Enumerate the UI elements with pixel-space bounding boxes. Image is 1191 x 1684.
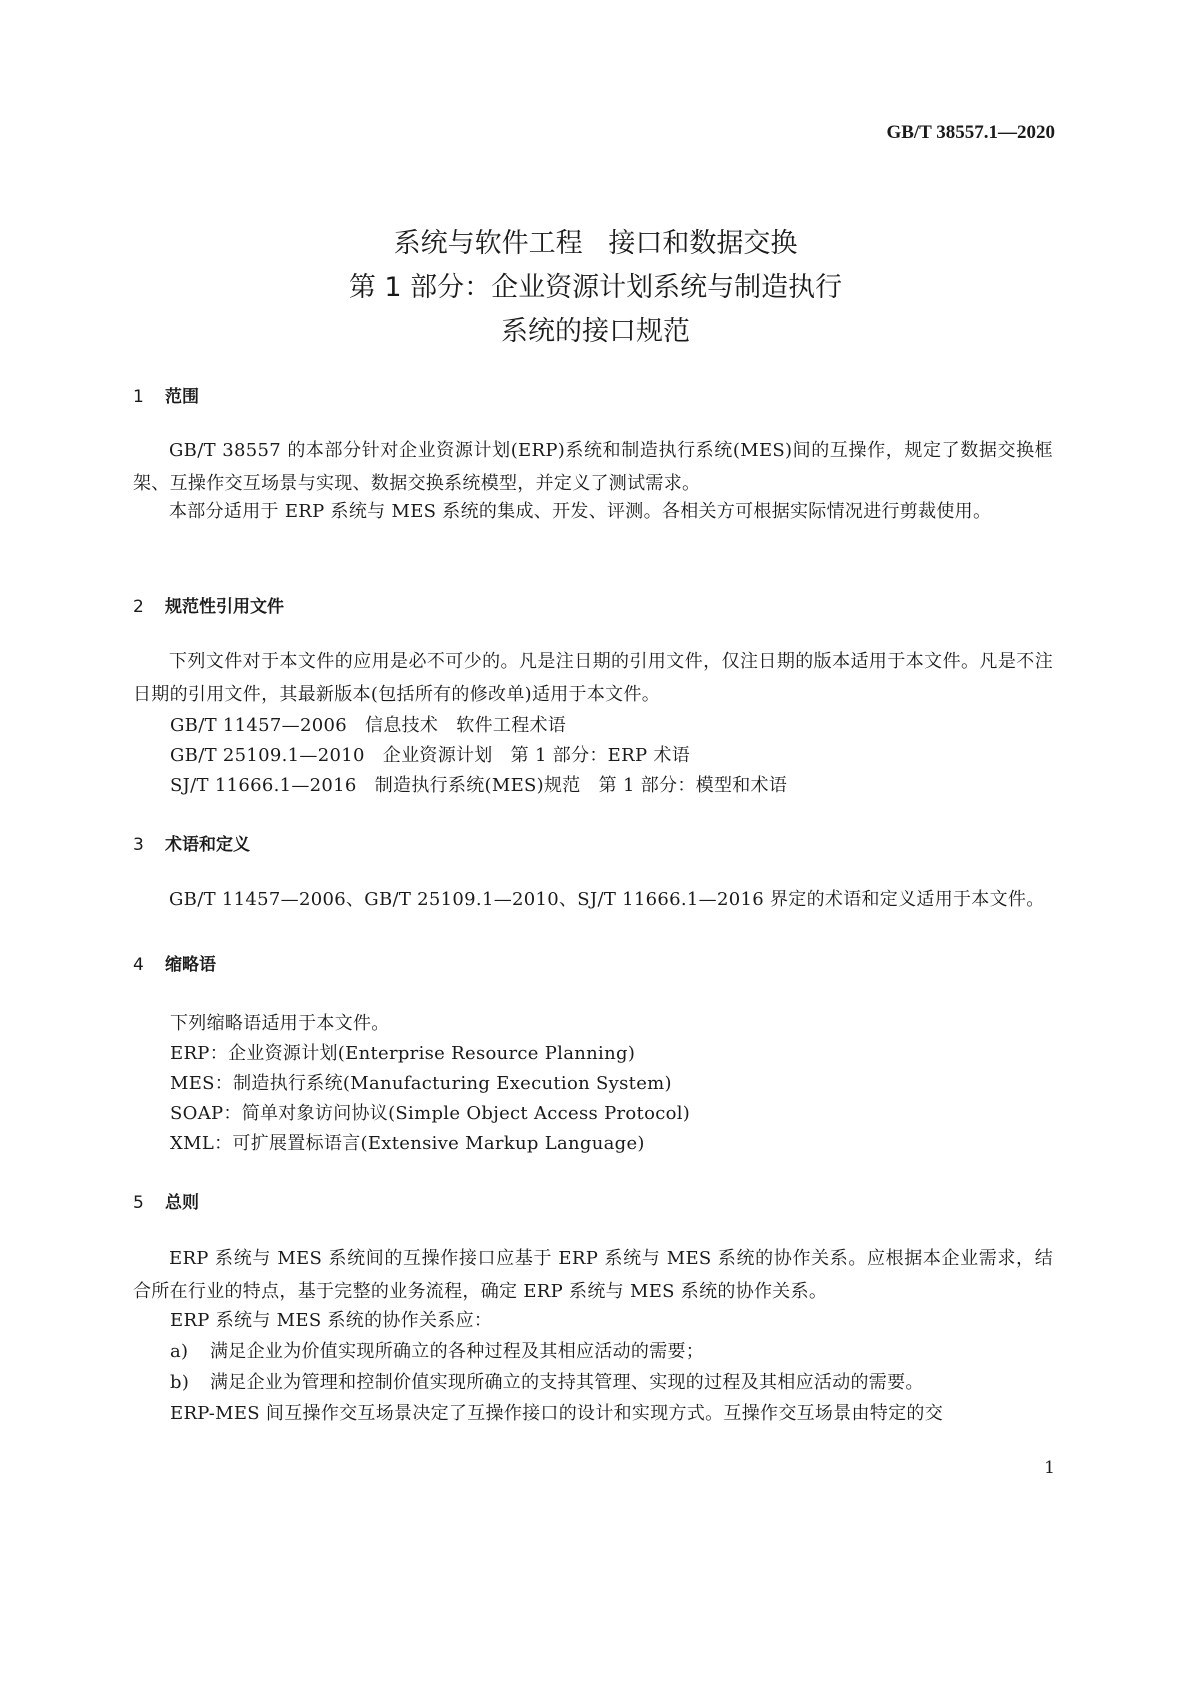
- list-text: 满足企业为管理和控制价值实现所确立的支持其管理、实现的过程及其相应活动的需要。: [210, 1372, 924, 1393]
- abbreviation-entry: ERP：企业资源计划(Enterprise Resource Planning): [170, 1043, 636, 1064]
- section-1-heading: [133, 382, 199, 407]
- section-title: 总则: [165, 1193, 199, 1213]
- section-2-heading: [133, 592, 284, 617]
- section-4-heading: [133, 950, 216, 975]
- section-2-paragraph-1: 下列文件对于本文件的应用是必不可少的。凡是注日期的引用文件，仅注日期的版本适用于本文件。凡是不注日期的引用文件，其最新版本(包括所有的修改单)适用于本文件。: [133, 651, 1053, 705]
- title-line-3: 系统的接口规范: [501, 316, 690, 347]
- section-5-heading: [133, 1188, 199, 1213]
- list-item: [170, 1368, 924, 1394]
- section-number: 1: [133, 387, 144, 407]
- normative-reference: GB/T 11457—2006 信息技术 软件工程术语: [170, 715, 567, 736]
- document-title: [0, 222, 1191, 354]
- section-title: 术语和定义: [165, 835, 250, 855]
- section-1-paragraph-1: GB/T 38557 的本部分针对企业资源计划(ERP)系统和制造执行系统(MES)间的互操作，规定了数据交换框架、互操作交互场景与实现、数据交换系统模型，并定义了测试需求。: [133, 440, 1053, 494]
- list-marker: b): [170, 1372, 190, 1393]
- section-number: 5: [133, 1193, 144, 1213]
- section-title: 缩略语: [165, 955, 216, 975]
- section-title: 规范性引用文件: [165, 597, 284, 617]
- section-1-paragraph-2: 本部分适用于 ERP 系统与 MES 系统的集成、开发、评测。各相关方可根据实际情况进行剪裁使用。: [169, 501, 992, 522]
- section-5-paragraph-2: ERP 系统与 MES 系统的协作关系应：: [170, 1310, 493, 1331]
- section-3-paragraph-1: GB/T 11457—2006、GB/T 25109.1—2010、SJ/T 11666.1—2016 界定的术语和定义适用于本文件。: [169, 889, 1045, 910]
- abbreviation-entry: MES：制造执行系统(Manufacturing Execution System): [170, 1073, 672, 1094]
- section-number: 4: [133, 955, 144, 975]
- section-number: 3: [133, 835, 144, 855]
- section-5-paragraph-3: ERP-MES 间互操作交互场景决定了互操作接口的设计和实现方式。互操作交互场景由特定的交: [170, 1403, 944, 1424]
- list-text: 满足企业为价值实现所确立的各种过程及其相应活动的需要；: [210, 1341, 705, 1362]
- list-item: [170, 1337, 704, 1363]
- section-5-paragraph-1: ERP 系统与 MES 系统间的互操作接口应基于 ERP 系统与 MES 系统的协作关系。应根据本企业需求，结合所在行业的特点，基于完整的业务流程，确定 ERP 系统与 MES 系统的协作关系。: [133, 1248, 1053, 1302]
- page-number: 1: [1044, 1458, 1055, 1478]
- abbreviation-entry: XML：可扩展置标语言(Extensive Markup Language): [170, 1133, 645, 1154]
- normative-reference: SJ/T 11666.1—2016 制造执行系统(MES)规范 第 1 部分：模型和术语: [170, 775, 788, 796]
- section-3-heading: [133, 830, 250, 855]
- section-title: 范围: [165, 387, 199, 407]
- abbreviations-intro: 下列缩略语适用于本文件。: [170, 1013, 390, 1034]
- standard-code: GB/T 38557.1—2020: [886, 122, 1055, 143]
- list-marker: a): [170, 1341, 189, 1362]
- section-number: 2: [133, 597, 144, 617]
- title-line-1: 系统与软件工程 接口和数据交换: [393, 228, 798, 259]
- title-line-2: 第 1 部分：企业资源计划系统与制造执行: [348, 272, 843, 303]
- abbreviation-entry: SOAP：简单对象访问协议(Simple Object Access Protocol): [170, 1103, 691, 1124]
- normative-reference: GB/T 25109.1—2010 企业资源计划 第 1 部分：ERP 术语: [170, 745, 690, 766]
